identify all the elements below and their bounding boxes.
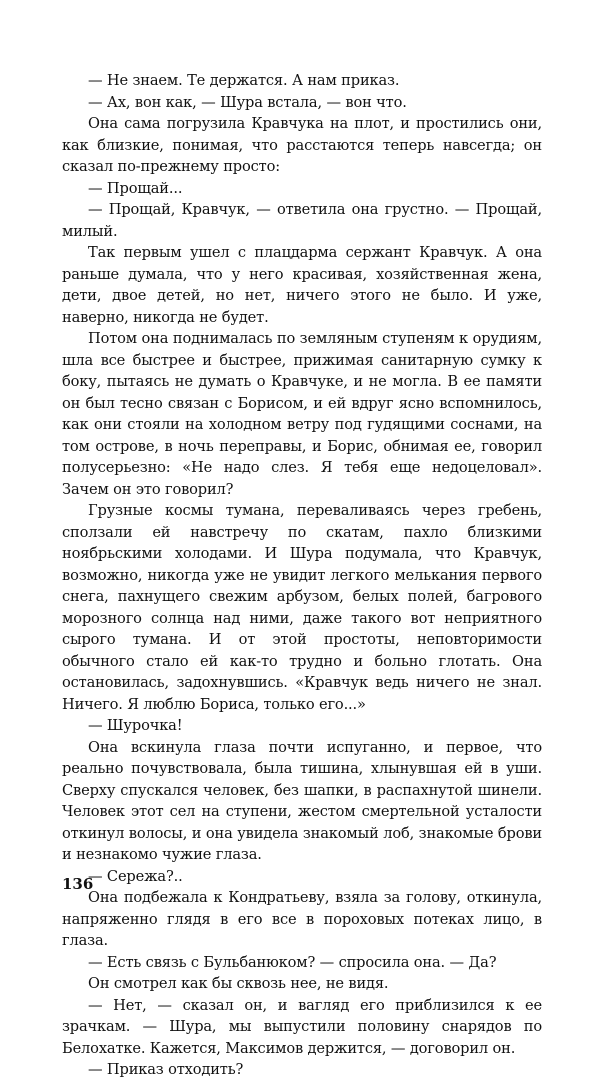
- paragraph: Она вскинула глаза почти испуганно, и первое, что реально почувствовала, была тишина, хлынувшая ей в уши. Сверху спускался человек, без шапки, в распахнутой шинели. Человек этот сел на ступени, жестом смертельной усталости откинул волосы, и она увидела знакомый лоб, знакомые брови и незнакомо чужие глаза.: [62, 738, 542, 863]
- book-page-text: [62, 70, 542, 1081]
- paragraph: — Не знаем. Те держатся. А нам приказ.: [88, 72, 400, 89]
- page-number: 136: [62, 875, 94, 893]
- paragraph: — Шурочка!: [88, 717, 183, 734]
- paragraph: Грузные космы тумана, переваливаясь через гребень, сползали ей навстречу по скатам, пахло близкими ноябрьскими холодами. И Шура подумала, что Кравчук, возможно, никогда уже не увидит легкого мелькания первого снега, пахнущего свежим арбузом, белых полей, багрового морозного солнца над ними, даже такого вот неприятного сырого тумана. И от этой простоты, неповторимости обычного стало ей как-то трудно и больно глотать. Она остановилась, задохнувшись. «Кравчук ведь ничего не знал. Ничего. Я люблю Бориса, только его...»: [62, 502, 542, 713]
- paragraph: — Ах, вон как, — Шура встала, — вон что.: [88, 93, 407, 111]
- paragraph: Он смотрел как бы сквозь нее, не видя.: [88, 975, 389, 992]
- paragraph: — Прощай, Кравчук, — ответила она грустно. — Прощай, милый.: [62, 201, 542, 240]
- paragraph: — Прощай...: [88, 179, 183, 197]
- paragraph: Потом она поднималась по земляным ступеням к орудиям, шла все быстрее и быстрее, прижимая санитарную сумку к боку, пытаясь не думать о Кравчуке, и не могла. В ее памяти он был тесно связан с Борисом, и ей вдруг ясно вспомнилось, как они стояли на холодном ветру под гудящими соснами, на том острове, в ночь переправы, и Борис, обнимая ее, говорил полусерьезно: «Не надо слез. Я тебя еще недоцеловал». Зачем он это говорил?: [62, 330, 542, 498]
- paragraph: — Нет, — сказал он, и вагляд его приблизился к ее зрачкам. — Шура, мы выпустили половину снарядов по Белохатке. Кажется, Максимов держится, — договорил он.: [62, 996, 542, 1057]
- paragraph: — Приказ отходить?: [88, 1061, 244, 1078]
- paragraph: — Есть связь с Бульбанюком? — спросила она. — Да?: [88, 953, 497, 971]
- paragraph: — Сережа?..: [88, 867, 183, 885]
- paragraph: Так первым ушел с плацдарма сержант Кравчук. А она раньше думала, что у него красивая, хозяйственная жена, дети, двое детей, но нет, ничего этого не было. И уже, наверно, никогда не будет.: [62, 244, 542, 326]
- paragraph: Она сама погрузила Кравчука на плот, и простились они, как близкие, понимая, что расстаются теперь навсегда; он сказал по-прежнему просто:: [62, 115, 542, 175]
- paragraph: Она подбежала к Кондратьеву, взяла за голову, откинула, напряженно глядя в его все в пороховых потеках лицо, в глаза.: [62, 889, 542, 949]
